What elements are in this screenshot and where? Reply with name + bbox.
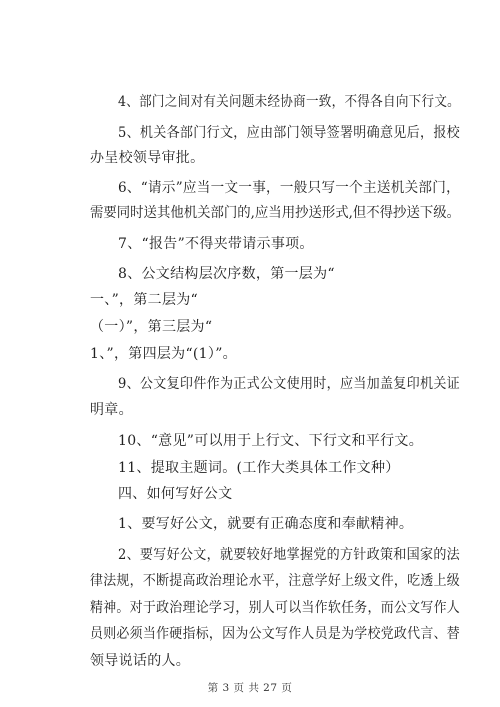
text-line: 需要同时送其他机关部门的,应当用抄送形式,但不得抄送下级。 [90,205,460,221]
text-line: 律法规，不断提高政治理论水平，注意学好上级文件，吃透上级 [90,573,460,589]
text-line: 5、机关各部门行文，应由部门领导签署明确意见后，报校 [118,125,460,141]
text-line: （一）”，第三层为“ [90,319,213,335]
text-line: 7、“报告”不得夹带请示事项。 [118,236,314,252]
text-line: 11、提取主题词。(工作大类具体工作文种） [118,460,400,476]
text-line: 1、”，第四层为“(1）”。 [90,346,237,362]
text-line: 精神。对于政治理论学习，别人可以当作软任务，而公文写作人 [90,600,460,616]
text-line: 10、“意见”可以用于上行文、下行文和平行文。 [118,433,424,449]
text-line: 办呈校领导审批。 [90,150,205,166]
section-heading: 四、如何写好公文 [118,486,233,502]
text-line: 2、要写好公文，就要较好地掌握党的方针政策和国家的法 [118,547,460,563]
text-line: 一、”，第二层为“ [90,292,199,308]
text-line: 员则必须当作硬指标，因为公文写作人员是为学校党政代言、替 [90,626,460,642]
text-line: 明章。 [90,402,133,418]
text-line: 4、部门之间对有关问题未经协商一致，不得各自向下行文。 [118,94,460,110]
text-line: 领导说话的人。 [90,653,191,669]
text-line: 8、公文结构层次序数，第一层为“ [118,266,335,282]
page-number-footer: 第 3 页 共 27 页 [207,682,293,694]
text-line: 1、要写好公文，就要有正确态度和奉献精神。 [118,516,414,532]
text-line: 6、“请示”应当一文一事，一般只写一个主送机关部门， [118,180,460,196]
text-line: 9、公文复印件作为正式公文使用时，应当加盖复印机关证 [118,376,460,392]
